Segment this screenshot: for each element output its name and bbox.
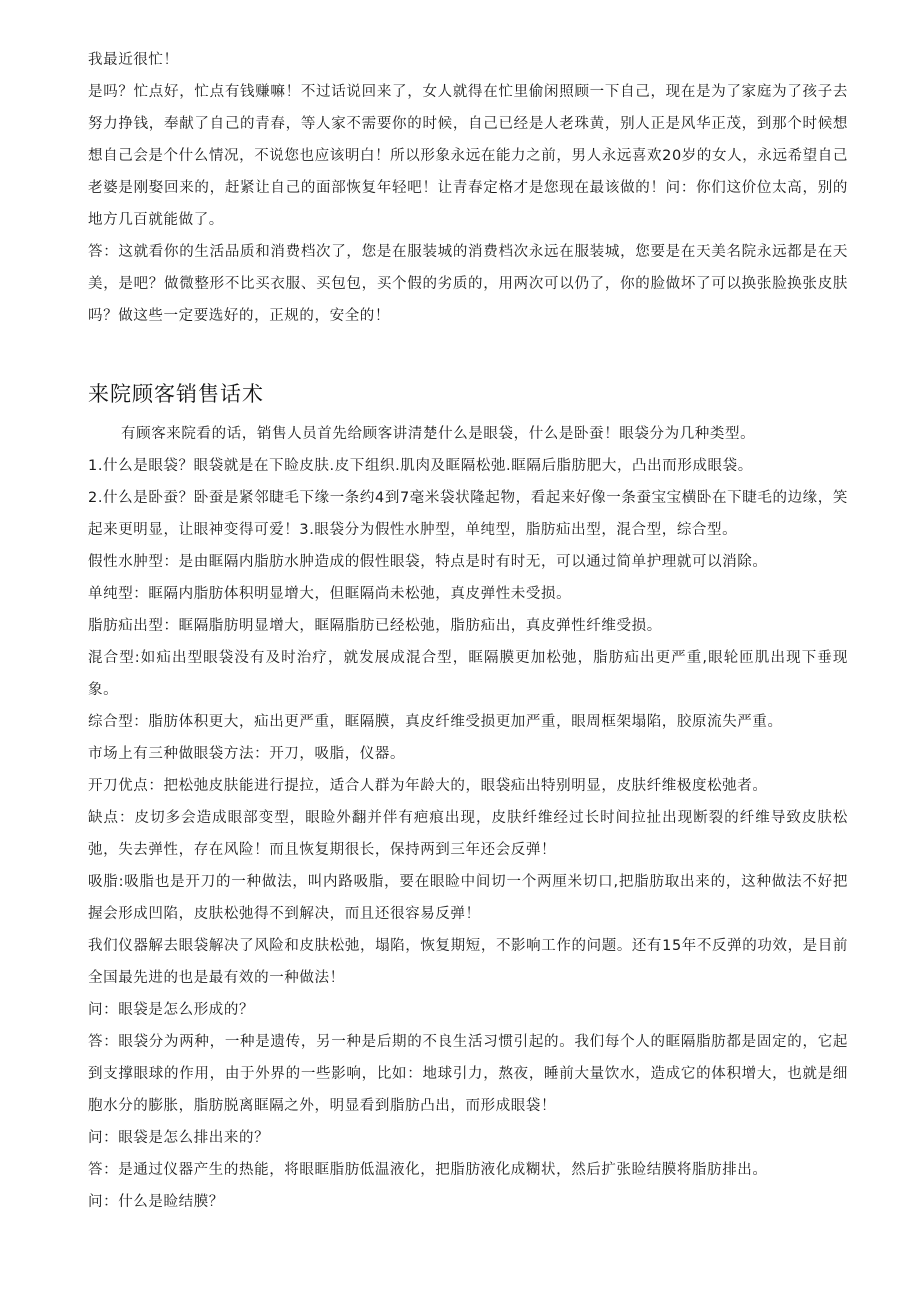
document-page (88, 44, 848, 1218)
paragraph-wocan-definition: 2.什么是卧蚕？卧蚕是紧邻睫毛下缘一条约4到7毫米袋状隆起物，看起来好像一条蚕宝宝横卧在下睫毛的边缘，笑起来更明显，让眼神变得可爱！3.眼袋分为假性水肿型，单纯型，脂肪疝出型，混合型，综合型。 (88, 490, 848, 538)
paragraph-surgery-cons: 缺点：皮切多会造成眼部变型，眼睑外翻并伴有疤痕出现，皮肤纤维经过长时间拉扯出现断裂的纤维导致皮肤松弛，失去弹性，存在风险！而且恢复期很长，保持两到三年还会反弹！ (88, 810, 848, 858)
intro-paragraph-2: 是吗？忙点好，忙点有钱赚嘛！不过话说回来了，女人就得在忙里偷闲照顾一下自己，现在是为了家庭为了孩子去努力挣钱，奉献了自己的青春，等人家不需要你的时候，自己已经是人老珠黄，别人正是风华正茂，到那个时候想想自己会是个什么情况，不说您也应该明白！所以形象永远在能力之前，男人永远喜欢20岁的女人，永远希望自己老婆是刚娶回来的，赶紧让自己的面部恢复年轻吧！让青春定格才是您现在最该做的！问：你们这价位太高，别的地方几百就能做了。 (88, 84, 848, 228)
intro-line-1: 我最近很忙！ (88, 52, 179, 68)
paragraph-edema-type: 假性水肿型：是由眶隔内脂肪水肿造成的假性眼袋，特点是时有时无，可以通过简单护理就可以消除。 (88, 554, 768, 570)
intro-paragraph-3: 答：这就看你的生活品质和消费档次了，您是在服装城的消费档次永远在服装城，您要是在天美名院永远都是在天美，是吧？做微整形不比买衣服、买包包，买个假的劣质的，用两次可以仍了，你的脸做坏了可以换张脸换张皮肤吗？做这些一定要选好的，正规的，安全的！ (88, 244, 848, 324)
paragraph-liposuction: 吸脂:吸脂也是开刀的一种做法，叫内路吸脂，要在眼睑中间切一个两厘米切口,把脂肪取出来的，这种做法不好把握会形成凹陷，皮肤松弛得不到解决，而且还很容易反弹！ (88, 874, 848, 922)
paragraph-three-methods: 市场上有三种做眼袋方法：开刀，吸脂，仪器。 (88, 746, 406, 762)
answer-how-removed: 答：是通过仪器产生的热能，将眼眶脂肪低温液化，把脂肪液化成糊状，然后扩张睑结膜将脂肪排出。 (88, 1162, 768, 1178)
question-how-formed: 问：眼袋是怎么形成的？ (88, 1002, 255, 1018)
paragraph-surgery-pros: 开刀优点：把松弛皮肤能进行提拉，适合人群为年龄大的，眼袋疝出特别明显，皮肤纤维极度松弛者。 (88, 778, 768, 794)
paragraph-combined-type: 综合型：脂肪体积更大，疝出更严重，眶隔膜，真皮纤维受损更加严重，眼周框架塌陷，胶原流失严重。 (88, 714, 783, 730)
question-conjunctiva: 问：什么是睑结膜？ (88, 1194, 224, 1210)
answer-how-formed: 答：眼袋分为两种，一种是遗传，另一种是后期的不良生活习惯引起的。我们每个人的眶隔脂肪都是固定的，它起到支撑眼球的作用，由于外界的一些影响，比如：地球引力，熬夜，睡前大量饮水，造成它的体积增大，也就是细胞水分的膨胀，脂肪脱离眶隔之外，明显看到脂肪凸出，而形成眼袋！ (88, 1034, 848, 1114)
paragraph-device-method: 我们仪器解去眼袋解决了风险和皮肤松弛，塌陷，恢复期短，不影响工作的问题。还有15年不反弹的功效，是目前全国最先进的也是最有效的一种做法！ (88, 938, 848, 986)
paragraph-fat-herniation-type: 脂肪疝出型：眶隔脂肪明显增大，眶隔脂肪已经松弛，脂肪疝出，真皮弹性纤维受损。 (88, 618, 662, 634)
paragraph-mixed-type: 混合型:如疝出型眼袋没有及时治疗，就发展成混合型，眶隔膜更加松弛，脂肪疝出更严重,眼轮匝肌出现下垂现象。 (88, 650, 848, 698)
section-title: 来院顾客销售话术 (88, 382, 264, 406)
section-lead: 有顾客来院看的话，销售人员首先给顾客讲清楚什么是眼袋，什么是卧蚕！眼袋分为几种类型。 (121, 426, 756, 442)
question-how-removed: 问：眼袋是怎么排出来的？ (88, 1130, 270, 1146)
paragraph-simple-type: 单纯型：眶隔内脂肪体积明显增大，但眶隔尚未松弛，真皮弹性未受损。 (88, 586, 572, 602)
paragraph-eye-bag-definition: 1.什么是眼袋？眼袋就是在下睑皮肤.皮下组织.肌肉及眶隔松弛.眶隔后脂肪肥大，凸出而形成眼袋。 (88, 458, 753, 474)
